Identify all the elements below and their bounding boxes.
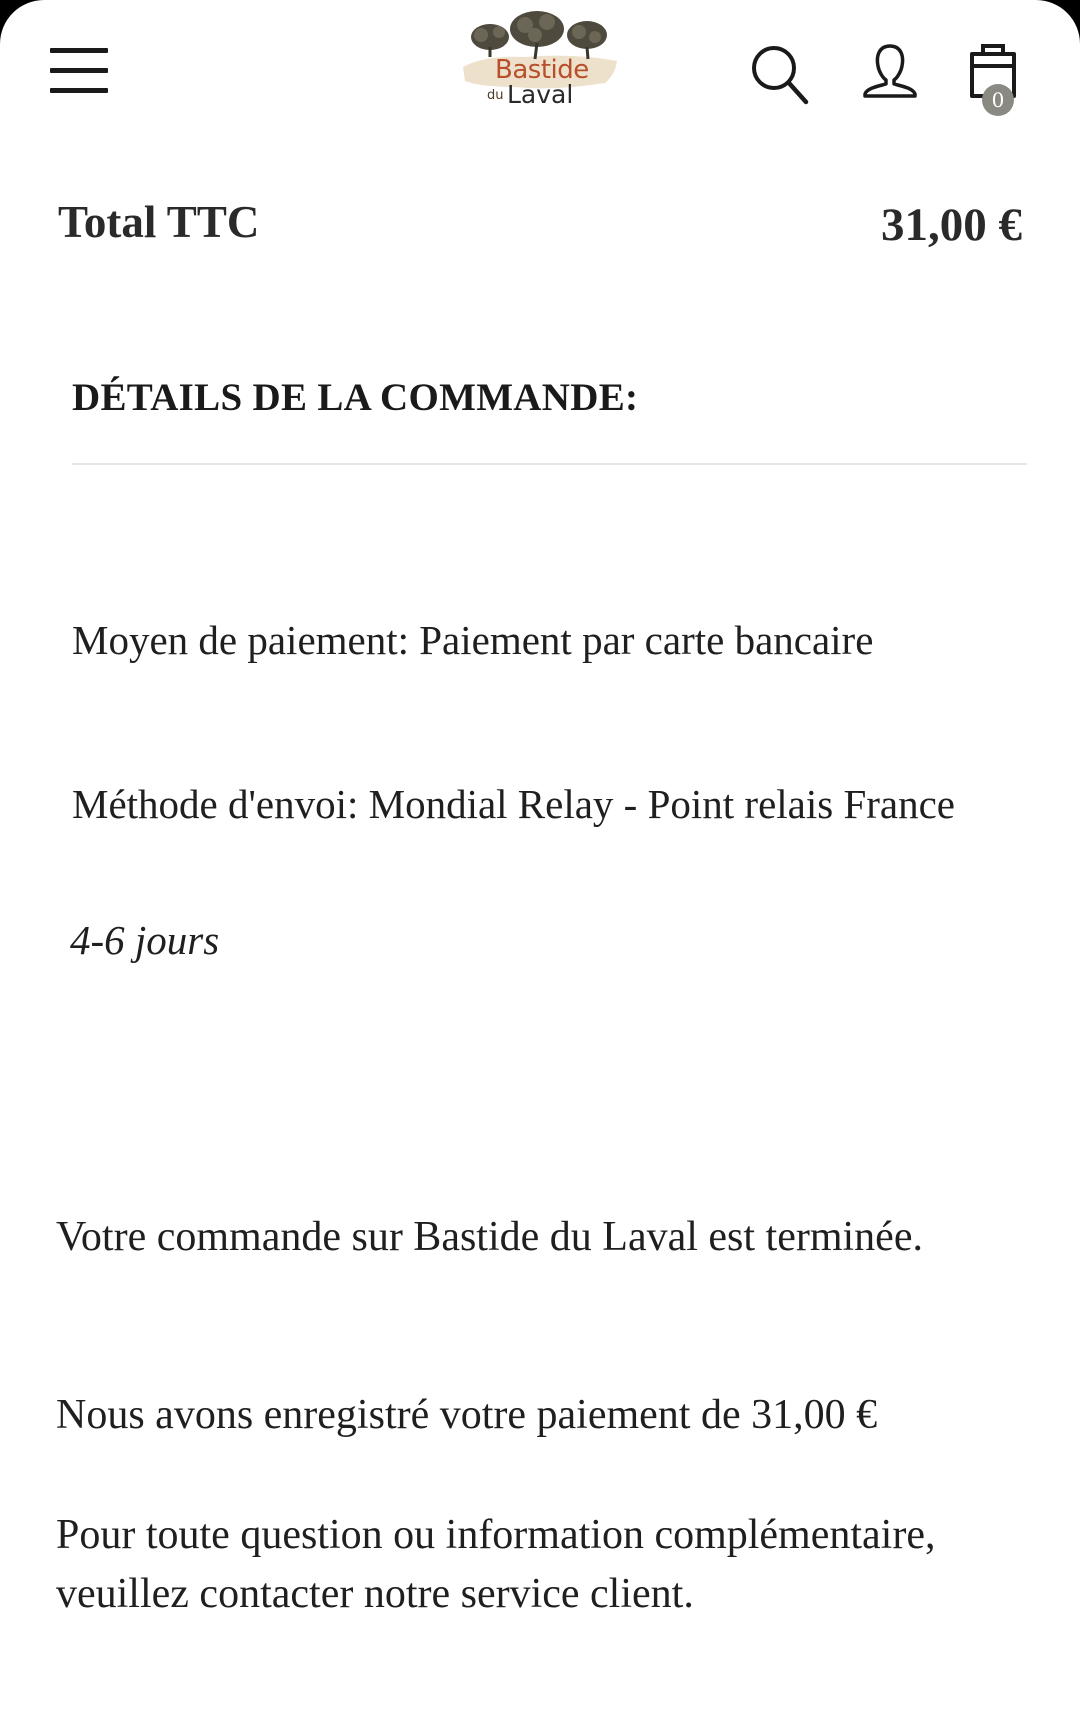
menu-icon[interactable] [50, 48, 108, 94]
shipping-method: Méthode d'envoi: Mondial Relay - Point relais France [72, 781, 956, 827]
site-header [0, 0, 1080, 140]
cart-button[interactable] [968, 40, 1034, 112]
cart-count-badge: 0 [982, 84, 1014, 116]
order-complete-message: Votre commande sur Bastide du Laval est terminée. [56, 1214, 923, 1260]
total-label: Total TTC [58, 197, 260, 247]
order-details-title: DÉTAILS DE LA COMMANDE: [72, 376, 639, 419]
logo-text-laval: Laval [507, 80, 574, 109]
total-value: 31,00 € [881, 199, 1022, 251]
site-logo[interactable] [455, 5, 625, 115]
account-button[interactable] [857, 40, 923, 106]
menu-bar [50, 88, 108, 93]
search-button[interactable] [748, 40, 814, 106]
payment-method: Moyen de paiement: Paiement par carte bancaire [72, 617, 874, 663]
user-icon [857, 40, 923, 106]
search-icon [748, 40, 814, 106]
logo-text-bastide: Bastide [495, 55, 589, 85]
payment-recorded-message: Nous avons enregistré votre paiement de 31,00 € [56, 1392, 878, 1438]
logo-text-du: du [487, 88, 504, 103]
section-divider [72, 463, 1027, 465]
menu-bar [50, 48, 108, 53]
contact-support-message: Pour toute question ou information complémentaire, veuillez contacter notre service client. [56, 1512, 936, 1617]
delivery-delay: 4-6 jours [70, 917, 220, 963]
menu-bar [50, 68, 108, 73]
